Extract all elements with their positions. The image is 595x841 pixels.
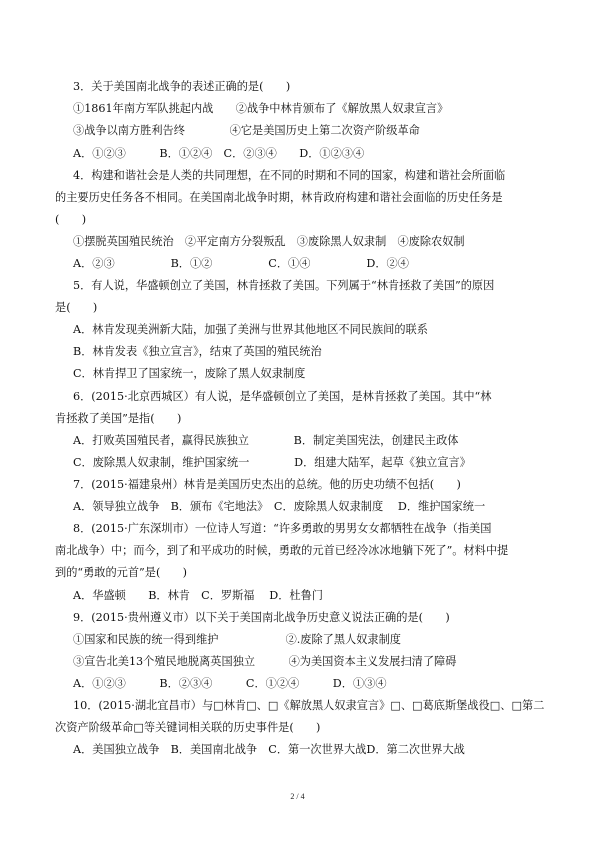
question-option-line: ①摆脱英国殖民统治 ②平定南方分裂叛乱 ③废除黑人奴隶制 ④废除农奴制 [73,235,465,248]
answer-choices: A．①②③ B．①②④ C．②③④ D．①②③④ [73,147,365,160]
question-stem: 10．(2015·湖北宜昌市）与□林肯□、□《解放黑人奴隶宣言》□、□葛底斯堡战役□、□第二 [73,699,545,712]
question-stem: 8．(2015·广东深圳市）一位诗人写道：“许多勇敢的男男女女都牺牲在战争（指美国 [73,522,492,535]
page-number: 2 / 4 [290,792,305,801]
question-stem: 5．有人说，华盛顿创立了美国，林肯拯救了美国。下列属于“林肯拯救了美国”的原因 [73,279,495,292]
answer-choices: A．②③ B．①② C．①④ D．②④ [73,257,409,270]
answer-choices: A．美国独立战争 B．美国南北战争 C．第一次世界大战D．第二次世界大战 [73,743,465,756]
question-stem: 7．(2015·福建泉州）林肯是美国历史杰出的总统。他的历史功绩不包括( ) [73,478,461,491]
answer-choice: B．林肯发表《独立宣言》，结束了英国的殖民统治 [73,345,322,358]
question-stem-continued: 是( ) [55,301,98,314]
question-stem: 3．关于美国南北战争的表述正确的是( ) [73,80,291,93]
answer-choice: C．林肯捍卫了国家统一，废除了黑人奴隶制度 [73,367,306,380]
answer-choices: C．废除黑人奴隶制，维护国家统一 D．组建大陆军，起草《独立宣言》 [73,456,471,469]
answer-choices: A．领导独立战争 B．颁布《宅地法》 C．废除黑人奴隶制度 D．维护国家统一 [73,500,486,513]
question-stem-continued: 次资产阶级革命□等关键词相关联的历史事件是( ) [55,721,321,734]
question-stem-continued: 肯拯救了美国”是指( ) [55,412,182,425]
question-stem: 4．构建和谐社会是人类的共同理想，在不同的时期和不同的国家，构建和谐社会所面临 [73,169,506,182]
answer-blank: ( ) [55,213,87,226]
question-stem: 9．(2015·贵州遵义市）以下关于美国南北战争历史意义说法正确的是( ) [73,611,450,624]
question-option-line: ③宣告北美13个殖民地脱离英国独立 ④为美国资本主义发展扫清了障碍 [73,655,457,668]
question-stem-continued: 南北战争）中；而今，到了和平成功的时候，勇敢的元首已经冷冰冰地躺下死了”。材料中提 [55,544,509,557]
answer-choice: A．林肯发现美洲新大陆，加强了美洲与世界其他地区不同民族间的联系 [73,323,428,336]
question-stem-continued: 的主要历史任务各不相同。在美国南北战争时期，林肯政府构建和谐社会面临的历史任务是 [55,191,503,204]
question-stem: 6．(2015·北京西城区）有人说，是华盛顿创立了美国，是林肯拯救了美国。其中“林 [73,390,492,403]
answer-choices: A．①②③ B．②③④ C．①②④ D．①③④ [73,677,387,690]
answer-choices: A．打败英国殖民者，赢得民族独立 B．制定美国宪法，创建民主政体 [73,434,459,447]
question-option-line: ①1861年南方军队挑起内战 ②战争中林肯颁布了《解放黑人奴隶宣言》 [73,102,449,115]
question-option-line: ③战争以南方胜利告终 ④它是美国历史上第二次资产阶级革命 [73,124,420,137]
question-stem-continued: 到的“勇敢的元首”是( ) [55,566,188,579]
question-option-line: ①国家和民族的统一得到维护 ②.废除了黑人奴隶制度 [73,633,401,646]
answer-choices: A．华盛顿 B．林肯 C．罗斯福 D．杜鲁门 [73,589,323,602]
